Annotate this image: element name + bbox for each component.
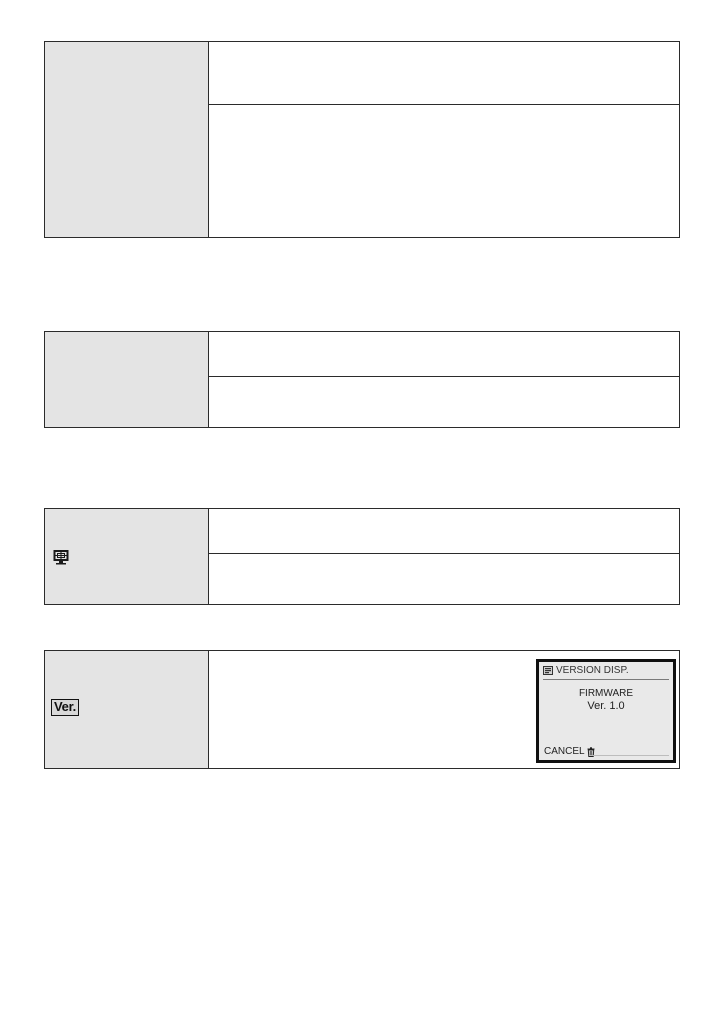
settings-table-2	[44, 331, 680, 428]
version-display-table	[44, 650, 680, 769]
table-2-row-2	[209, 376, 679, 427]
table-1-row-1	[209, 42, 679, 104]
table-2-label-cell	[45, 332, 209, 427]
version-display-label-cell	[45, 651, 209, 768]
monitor-setting-table	[44, 508, 680, 605]
version-screen-divider	[543, 679, 669, 680]
monitor-adjust-icon	[53, 549, 69, 565]
cancel-hint	[544, 746, 595, 757]
firmware-label: FIRMWARE	[578, 688, 634, 699]
version-screen-footer-line	[589, 755, 669, 756]
version-screen-header	[543, 665, 629, 676]
version-display-content	[209, 651, 679, 768]
firmware-info	[539, 688, 673, 713]
table-1-content	[209, 42, 679, 237]
monitor-setting-content	[209, 509, 679, 604]
version-screen	[536, 659, 676, 763]
version-icon: Ver.	[51, 699, 79, 716]
table-2-content	[209, 332, 679, 427]
monitor-setting-row-1	[209, 509, 679, 553]
monitor-setting-row-2	[209, 553, 679, 604]
version-screen-display	[539, 662, 673, 760]
menu-icon	[543, 666, 553, 675]
monitor-setting-label-cell	[45, 509, 209, 604]
version-screen-title: VERSION DISP.	[556, 665, 629, 676]
firmware-version: Ver. 1.0	[587, 700, 625, 712]
settings-table-1	[44, 41, 680, 238]
table-1-row-2	[209, 104, 679, 237]
version-display-row	[209, 651, 679, 768]
table-2-row-1	[209, 332, 679, 376]
table-1-label-cell	[45, 42, 209, 237]
cancel-label: CANCEL	[544, 746, 585, 757]
